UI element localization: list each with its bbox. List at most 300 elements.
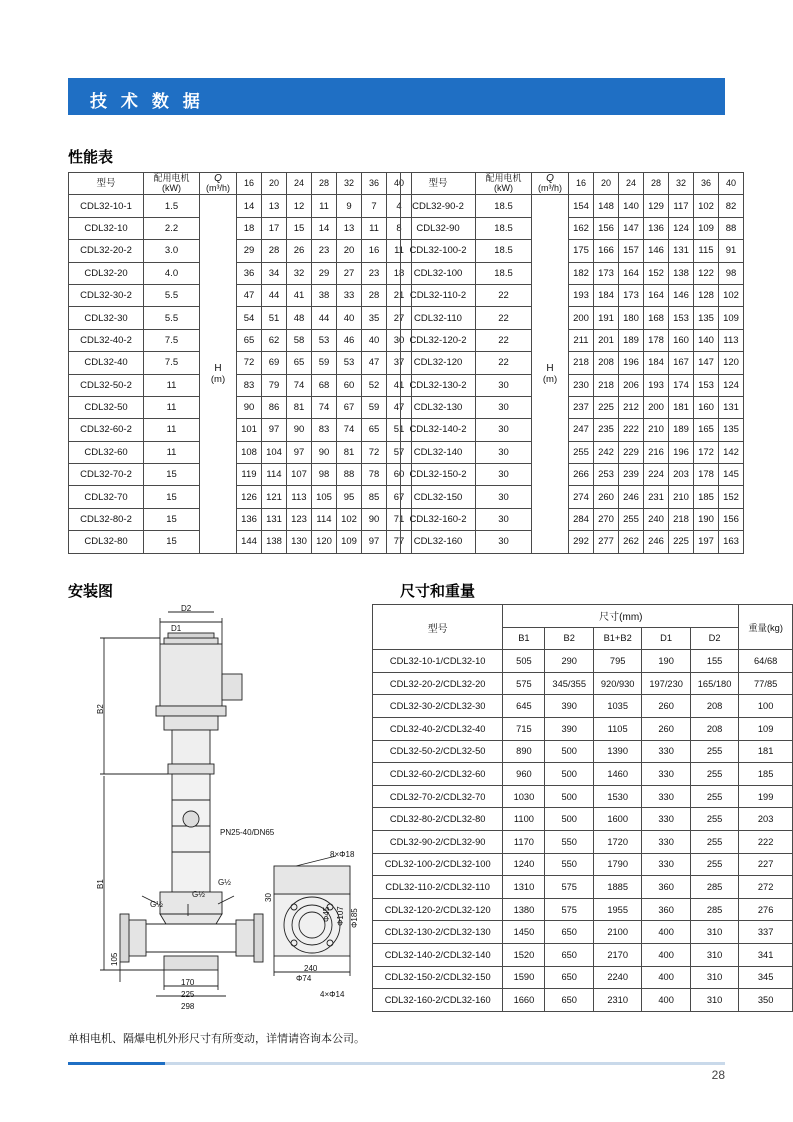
col-header-flow-24: 24 xyxy=(619,173,644,195)
cell-head-value: 102 xyxy=(337,508,362,530)
cell-b1: 1240 xyxy=(503,853,545,876)
cell-model: CDL32-100-2 xyxy=(401,240,476,262)
table-row xyxy=(69,396,412,418)
cell-head-value: 153 xyxy=(694,374,719,396)
cell-motor-power: 30 xyxy=(476,508,532,530)
table-row xyxy=(401,284,744,306)
cell-head-value: 260 xyxy=(594,486,619,508)
cell-head-value: 147 xyxy=(619,217,644,239)
table-row xyxy=(373,921,793,944)
cell-model: CDL32-40-2 xyxy=(69,329,144,351)
cell-b1-plus-b2: 1720 xyxy=(593,830,641,853)
cell-head-value: 37 xyxy=(387,352,412,374)
cell-model: CDL32-110 xyxy=(401,307,476,329)
cell-head-value: 11 xyxy=(312,195,337,217)
cell-d2: 285 xyxy=(690,898,738,921)
cell-motor-power: 4.0 xyxy=(144,262,200,284)
cell-head-value: 216 xyxy=(644,441,669,463)
cell-weight: 227 xyxy=(739,853,793,876)
cell-b1: 1030 xyxy=(503,785,545,808)
cell-head-value: 172 xyxy=(694,441,719,463)
cell-head-value: 210 xyxy=(644,419,669,441)
col-header-motor xyxy=(476,173,532,195)
cell-d2: 255 xyxy=(690,763,738,786)
cell-model: CDL32-130-2 xyxy=(401,374,476,396)
cell-head-value: 105 xyxy=(312,486,337,508)
cell-head-value: 88 xyxy=(337,464,362,486)
cell-head-value: 178 xyxy=(694,464,719,486)
cell-head-value: 146 xyxy=(644,240,669,262)
col-header-flow-24: 24 xyxy=(287,173,312,195)
cell-b2: 500 xyxy=(545,808,593,831)
cell-head-value: 18 xyxy=(387,262,412,284)
cell-head-value: 184 xyxy=(594,284,619,306)
cell-b1-plus-b2: 1790 xyxy=(593,853,641,876)
head-unit: (m) xyxy=(210,374,226,386)
cell-b1-plus-b2: 1955 xyxy=(593,898,641,921)
table-row xyxy=(69,419,412,441)
table-header-row xyxy=(401,173,744,195)
cell-head-value: 27 xyxy=(387,307,412,329)
cell-head-value: 130 xyxy=(287,531,312,553)
cell-head-value: 44 xyxy=(312,307,337,329)
cell-head-value: 90 xyxy=(287,419,312,441)
table-row xyxy=(69,284,412,306)
cell-head-value: 131 xyxy=(669,240,694,262)
cell-head-value: 138 xyxy=(669,262,694,284)
cell-head-value: 184 xyxy=(644,352,669,374)
cell-head-value: 74 xyxy=(337,419,362,441)
cell-head-value: 86 xyxy=(262,396,287,418)
table-row xyxy=(69,374,412,396)
cell-head-value: 114 xyxy=(312,508,337,530)
cell-d1: 400 xyxy=(642,921,690,944)
cell-d2: 165/180 xyxy=(690,672,738,695)
col-header-d1: D1 xyxy=(642,627,690,650)
cell-head-value: 240 xyxy=(644,508,669,530)
performance-section-title: 性能表 xyxy=(68,148,114,166)
dimensions-section-title: 尺寸和重量 xyxy=(400,582,476,600)
cell-head-value: 78 xyxy=(362,464,387,486)
cell-head-value: 60 xyxy=(337,374,362,396)
cell-head-value: 74 xyxy=(312,396,337,418)
cell-head-value: 14 xyxy=(312,217,337,239)
cell-head-value: 47 xyxy=(237,284,262,306)
table-row xyxy=(69,262,412,284)
cell-head-value: 193 xyxy=(569,284,594,306)
cell-weight: 350 xyxy=(739,989,793,1012)
cell-head-value: 59 xyxy=(362,396,387,418)
cell-b1-plus-b2: 1460 xyxy=(593,763,641,786)
cell-b1: 890 xyxy=(503,740,545,763)
cell-motor-power: 15 xyxy=(144,531,200,553)
table-row xyxy=(373,876,793,899)
cell-motor-power: 22 xyxy=(476,352,532,374)
cell-head-value: 255 xyxy=(569,441,594,463)
col-header-model: 型号 xyxy=(69,173,144,195)
cell-weight: 77/85 xyxy=(739,672,793,695)
cell-weight: 185 xyxy=(739,763,793,786)
cell-d2: 310 xyxy=(690,989,738,1012)
cell-head-value: 224 xyxy=(644,464,669,486)
cell-b2: 650 xyxy=(545,989,593,1012)
cell-d1: 400 xyxy=(642,966,690,989)
cell-head-value: 270 xyxy=(594,508,619,530)
cell-motor-power: 22 xyxy=(476,329,532,351)
cell-d2: 255 xyxy=(690,808,738,831)
cell-motor-power: 18.5 xyxy=(476,217,532,239)
cell-model: CDL32-140-2 xyxy=(401,419,476,441)
cell-head-value: 191 xyxy=(594,307,619,329)
cell-d2: 285 xyxy=(690,876,738,899)
cell-motor-power: 30 xyxy=(476,396,532,418)
cell-head-value: 65 xyxy=(237,329,262,351)
cell-model: CDL32-160-2 xyxy=(401,508,476,530)
motor-line2: (kW) xyxy=(162,182,181,193)
cell-weight: 203 xyxy=(739,808,793,831)
cell-model: CDL32-150 xyxy=(401,486,476,508)
cell-model: CDL32-120-2 xyxy=(401,329,476,351)
cell-head-value: 30 xyxy=(387,329,412,351)
cell-head-value: 115 xyxy=(694,240,719,262)
cell-head-value: 189 xyxy=(669,419,694,441)
cell-motor-power: 7.5 xyxy=(144,352,200,374)
label-phi45: Φ45 xyxy=(322,906,331,922)
cell-head-value: 97 xyxy=(287,441,312,463)
cell-head-value: 277 xyxy=(594,531,619,553)
cell-b1: 1310 xyxy=(503,876,545,899)
cell-head-value: 8 xyxy=(387,217,412,239)
cell-d1: 400 xyxy=(642,943,690,966)
table-row xyxy=(373,672,793,695)
cell-head-value: 102 xyxy=(719,284,744,306)
cell-b1-plus-b2: 1105 xyxy=(593,717,641,740)
cell-head-value: 212 xyxy=(619,396,644,418)
table-row xyxy=(401,307,744,329)
cell-motor-power: 11 xyxy=(144,419,200,441)
cell-d1: 400 xyxy=(642,989,690,1012)
cell-head-value: 144 xyxy=(237,531,262,553)
cell-head-value: 9 xyxy=(337,195,362,217)
cell-head-value: 20 xyxy=(337,240,362,262)
cell-head-value: 284 xyxy=(569,508,594,530)
cell-b1-plus-b2: 2170 xyxy=(593,943,641,966)
cell-head-value: 123 xyxy=(287,508,312,530)
table-row xyxy=(401,486,744,508)
cell-d2: 208 xyxy=(690,717,738,740)
cell-model: CDL32-10 xyxy=(69,217,144,239)
installation-section-title: 安装图 xyxy=(68,582,114,600)
dimension-table xyxy=(372,604,793,1012)
cell-head-value: 203 xyxy=(669,464,694,486)
cell-head-value: 140 xyxy=(619,195,644,217)
cell-head-value: 122 xyxy=(694,262,719,284)
cell-motor-power: 5.5 xyxy=(144,307,200,329)
cell-head-value: 67 xyxy=(387,486,412,508)
cell-b2: 390 xyxy=(545,717,593,740)
cell-model: CDL32-130-2/CDL32-130 xyxy=(373,921,503,944)
cell-head-value: 208 xyxy=(594,352,619,374)
cell-head-value: 196 xyxy=(619,352,644,374)
cell-head-value: 162 xyxy=(569,217,594,239)
cell-head-value: 44 xyxy=(262,284,287,306)
cell-model: CDL32-120 xyxy=(401,352,476,374)
cell-motor-power: 2.2 xyxy=(144,217,200,239)
table-row xyxy=(401,441,744,463)
label-g-mid: G½ xyxy=(192,890,205,899)
cell-b2: 575 xyxy=(545,876,593,899)
table-row xyxy=(373,943,793,966)
table-row xyxy=(69,352,412,374)
col-header-flow xyxy=(532,173,569,195)
cell-head-value: 253 xyxy=(594,464,619,486)
cell-head-value: 53 xyxy=(337,352,362,374)
cell-head-value: 23 xyxy=(312,240,337,262)
cell-model: CDL32-80-2 xyxy=(69,508,144,530)
cell-head-value: 262 xyxy=(619,531,644,553)
cell-head-value: 235 xyxy=(594,419,619,441)
table-head xyxy=(69,173,412,195)
cell-motor-power: 15 xyxy=(144,464,200,486)
cell-head-value: 74 xyxy=(287,374,312,396)
table-row xyxy=(401,531,744,553)
cell-model: CDL32-100-2/CDL32-100 xyxy=(373,853,503,876)
cell-weight: 276 xyxy=(739,898,793,921)
cell-head-value: 156 xyxy=(594,217,619,239)
dim-label-d2: D2 xyxy=(181,604,192,613)
col-header-b2: B2 xyxy=(545,627,593,650)
cell-head-value: 83 xyxy=(237,374,262,396)
cell-motor-power: 30 xyxy=(476,486,532,508)
cell-head-value: 51 xyxy=(262,307,287,329)
cell-d2: 208 xyxy=(690,695,738,718)
cell-head-value: 23 xyxy=(362,262,387,284)
dim-label-105: 105 xyxy=(110,952,119,966)
cell-model: CDL32-50-2/CDL32-50 xyxy=(373,740,503,763)
cell-motor-power: 22 xyxy=(476,307,532,329)
cell-head-value: 67 xyxy=(337,396,362,418)
cell-model: CDL32-20 xyxy=(69,262,144,284)
cell-head-value: 189 xyxy=(619,329,644,351)
cell-head-value: 131 xyxy=(719,396,744,418)
cell-b1-plus-b2: 1885 xyxy=(593,876,641,899)
cell-model: CDL32-30-2 xyxy=(69,284,144,306)
cell-model: CDL32-60-2/CDL32-60 xyxy=(373,763,503,786)
cell-d1: 260 xyxy=(642,695,690,718)
cell-d1: 330 xyxy=(642,808,690,831)
cell-d2: 255 xyxy=(690,785,738,808)
head-unit: (m) xyxy=(542,374,558,386)
dim-label-b1: B1 xyxy=(96,879,105,889)
cell-motor-power: 11 xyxy=(144,374,200,396)
cell-head-value: 190 xyxy=(694,508,719,530)
cell-head-value: 197 xyxy=(694,531,719,553)
col-header-flow-36: 36 xyxy=(694,173,719,195)
cell-head-value: 153 xyxy=(669,307,694,329)
cell-head-value: 136 xyxy=(644,217,669,239)
cell-head-value: 72 xyxy=(362,441,387,463)
table-row xyxy=(69,464,412,486)
col-header-flow-40: 40 xyxy=(387,173,412,195)
cell-head-value: 230 xyxy=(569,374,594,396)
flow-unit: (m³/h) xyxy=(538,183,562,194)
cell-model: CDL32-130 xyxy=(401,396,476,418)
cell-head-value: 104 xyxy=(262,441,287,463)
cell-b1: 1520 xyxy=(503,943,545,966)
cell-head-value: 113 xyxy=(719,329,744,351)
cell-head-value: 140 xyxy=(694,329,719,351)
cell-head-value: 88 xyxy=(719,217,744,239)
cell-head-value: 109 xyxy=(719,307,744,329)
cell-head-value: 152 xyxy=(719,486,744,508)
installation-drawing xyxy=(68,604,368,1024)
cell-head-value: 101 xyxy=(237,419,262,441)
cell-motor-power: 18.5 xyxy=(476,262,532,284)
cell-head-value: 200 xyxy=(644,396,669,418)
head-symbol: H xyxy=(546,363,554,375)
cell-head-value: 148 xyxy=(594,195,619,217)
table-row xyxy=(69,307,412,329)
table-row xyxy=(69,329,412,351)
cell-head-value: 193 xyxy=(644,374,669,396)
cell-model: CDL32-70-2/CDL32-70 xyxy=(373,785,503,808)
cell-head-value: 211 xyxy=(569,329,594,351)
cell-head-value: 109 xyxy=(337,531,362,553)
cell-head-value: 156 xyxy=(719,508,744,530)
cell-b1-plus-b2: 2310 xyxy=(593,989,641,1012)
cell-motor-power: 30 xyxy=(476,531,532,553)
label-holes-8: 8×Φ18 xyxy=(330,850,355,859)
col-header-flow-28: 28 xyxy=(644,173,669,195)
page-number: 28 xyxy=(711,1068,725,1082)
dim-label-240: 240 xyxy=(304,964,318,973)
cell-head-value: 121 xyxy=(262,486,287,508)
cell-head-value: 154 xyxy=(569,195,594,217)
cell-head-value: 147 xyxy=(694,352,719,374)
cell-head-value: 225 xyxy=(594,396,619,418)
cell-motor-power: 7.5 xyxy=(144,329,200,351)
col-header-b1: B1 xyxy=(503,627,545,650)
cell-weight: 109 xyxy=(739,717,793,740)
cell-b2: 500 xyxy=(545,785,593,808)
cell-motor-power: 15 xyxy=(144,508,200,530)
cell-head-label xyxy=(532,195,569,553)
col-header-motor xyxy=(144,173,200,195)
cell-b2: 290 xyxy=(545,650,593,673)
cell-head-value: 178 xyxy=(644,329,669,351)
table-row xyxy=(401,352,744,374)
cell-motor-power: 30 xyxy=(476,464,532,486)
cell-head-value: 41 xyxy=(287,284,312,306)
cell-d1: 330 xyxy=(642,740,690,763)
cell-head-value: 201 xyxy=(594,329,619,351)
cell-d1: 197/230 xyxy=(642,672,690,695)
cell-head-value: 47 xyxy=(362,352,387,374)
cell-head-value: 95 xyxy=(337,486,362,508)
cell-head-value: 124 xyxy=(719,374,744,396)
flow-symbol: Q xyxy=(214,172,222,184)
cell-b1-plus-b2: 2240 xyxy=(593,966,641,989)
cell-head-value: 119 xyxy=(237,464,262,486)
col-header-flow-16: 16 xyxy=(237,173,262,195)
cell-model: CDL32-10-1/CDL32-10 xyxy=(373,650,503,673)
cell-b1: 505 xyxy=(503,650,545,673)
cell-head-value: 145 xyxy=(719,464,744,486)
cell-b2: 500 xyxy=(545,740,593,763)
motor-line1: 配用电机 xyxy=(485,173,522,184)
table-row xyxy=(401,329,744,351)
cell-head-value: 90 xyxy=(237,396,262,418)
cell-b1: 1660 xyxy=(503,989,545,1012)
cell-d1: 360 xyxy=(642,876,690,899)
footnote: 单相电机、隔爆电机外形尺寸有所变动，详情请咨询本公司。 xyxy=(68,1032,365,1045)
cell-head-value: 138 xyxy=(262,531,287,553)
cell-b1-plus-b2: 1600 xyxy=(593,808,641,831)
cell-head-value: 200 xyxy=(569,307,594,329)
cell-head-value: 157 xyxy=(619,240,644,262)
label-holes-4: 4×Φ14 xyxy=(320,990,345,999)
dim-label-298: 298 xyxy=(181,1002,195,1011)
cell-b1: 575 xyxy=(503,672,545,695)
cell-head-value: 117 xyxy=(669,195,694,217)
flow-symbol: Q xyxy=(546,172,554,184)
label-g-low: G½ xyxy=(218,878,231,887)
cell-head-value: 28 xyxy=(262,240,287,262)
cell-head-value: 35 xyxy=(362,307,387,329)
cell-head-value: 11 xyxy=(362,217,387,239)
cell-model: CDL32-70-2 xyxy=(69,464,144,486)
cell-head-value: 126 xyxy=(237,486,262,508)
cell-b1: 1450 xyxy=(503,921,545,944)
cell-head-value: 218 xyxy=(669,508,694,530)
table-row xyxy=(69,531,412,553)
cell-head-value: 129 xyxy=(644,195,669,217)
cell-head-value: 77 xyxy=(387,531,412,553)
cell-motor-power: 22 xyxy=(476,284,532,306)
table-row xyxy=(69,486,412,508)
table-row xyxy=(373,717,793,740)
page-title: 技 术 数 据 xyxy=(90,92,204,112)
cell-head-value: 27 xyxy=(337,262,362,284)
motor-line1: 配用电机 xyxy=(153,173,190,184)
cell-model: CDL32-60 xyxy=(69,441,144,463)
cell-head-value: 40 xyxy=(337,307,362,329)
cell-head-value: 38 xyxy=(312,284,337,306)
cell-b1-plus-b2: 795 xyxy=(593,650,641,673)
cell-head-value: 34 xyxy=(262,262,287,284)
dim-label-30: 30 xyxy=(264,893,273,902)
cell-head-value: 246 xyxy=(619,486,644,508)
cell-model: CDL32-160 xyxy=(401,531,476,553)
cell-b1-plus-b2: 2100 xyxy=(593,921,641,944)
cell-model: CDL32-150-2 xyxy=(401,464,476,486)
cell-head-value: 79 xyxy=(262,374,287,396)
cell-head-value: 218 xyxy=(594,374,619,396)
cell-weight: 181 xyxy=(739,740,793,763)
cell-b2: 650 xyxy=(545,921,593,944)
cell-head-value: 166 xyxy=(594,240,619,262)
cell-model: CDL32-10-1 xyxy=(69,195,144,217)
cell-b2: 390 xyxy=(545,695,593,718)
cell-head-value: 136 xyxy=(237,508,262,530)
table-row xyxy=(69,441,412,463)
table-row xyxy=(373,695,793,718)
col-header-b1b2: B1+B2 xyxy=(593,627,641,650)
performance-table-left xyxy=(68,172,412,554)
cell-head-value: 81 xyxy=(287,396,312,418)
cell-head-value: 173 xyxy=(594,262,619,284)
label-flange-spec: PN25-40/DN65 xyxy=(220,828,275,837)
